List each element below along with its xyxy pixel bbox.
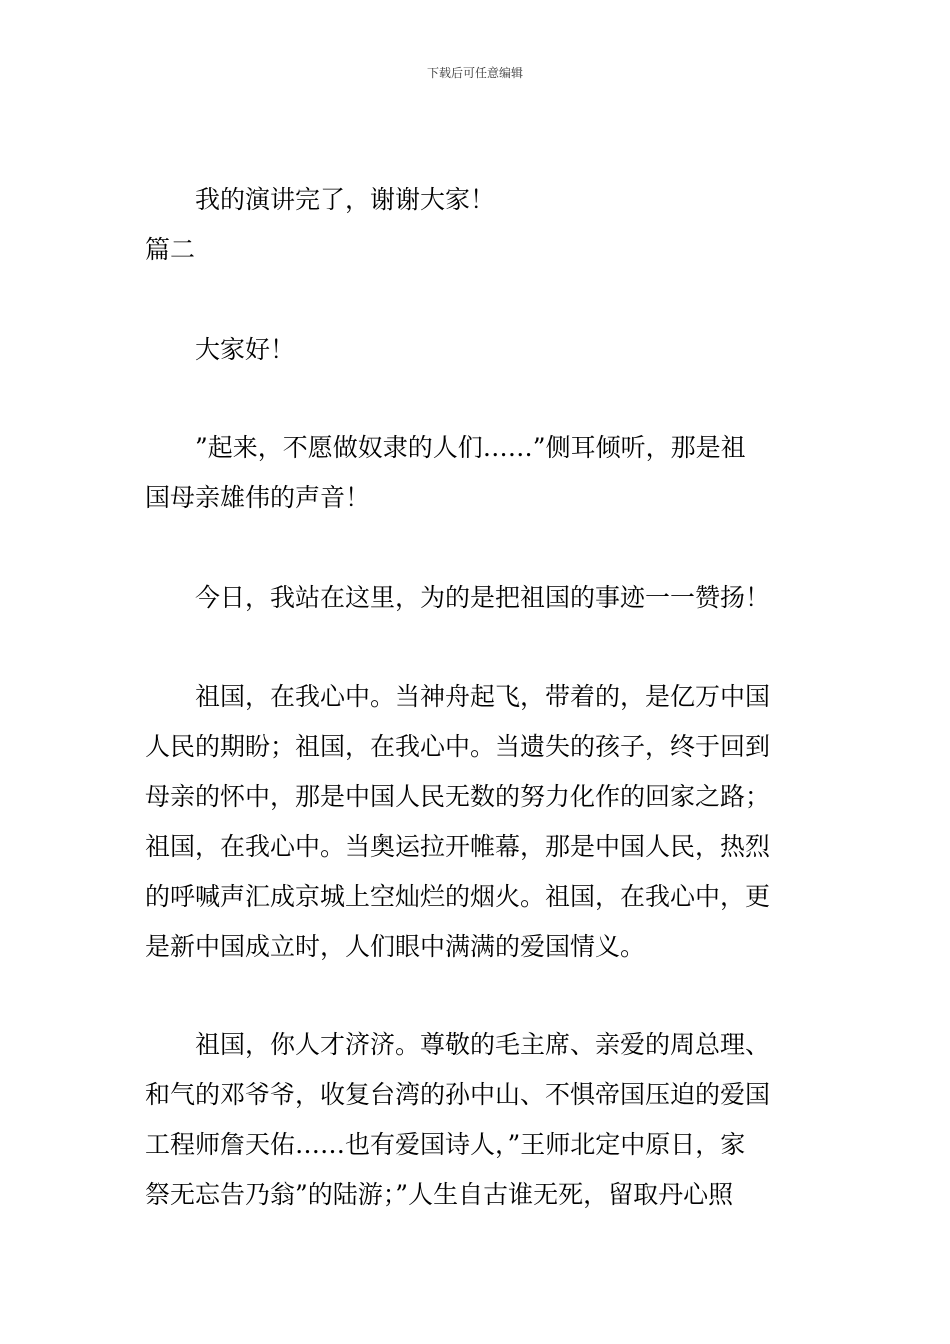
paragraph-line: 今日，我站在这里，为的是把祖国的事迹一一赞扬！ [195,583,771,612]
paragraph-line: 工程师詹天佑……也有爱国诗人，”王师北定中原日，家 [145,1130,746,1159]
paragraph-line: 是新中国成立时，人们眼中满满的爱国情义。 [145,932,646,961]
paragraph-line: 祖国，在我心中。当奥运拉开帷幕，那是中国人民，热烈 [145,832,771,861]
paragraph-line: 祭无忘告乃翁”的陆游；”人生自古谁无死，留取丹心照 [145,1180,734,1209]
paragraph-line: 祖国，在我心中。当神舟起飞，带着的，是亿万中国 [195,682,771,711]
paragraph-line: 的呼喊声汇成京城上空灿烂的烟火。祖国，在我心中，更 [145,882,771,911]
section-heading: 篇二 [145,235,196,264]
paragraph-line: 母亲的怀中，那是中国人民无数的努力化作的回家之路； [145,782,771,811]
paragraph-line: 祖国，你人才济济。尊敬的毛主席、亲爱的周总理、 [195,1030,771,1059]
paragraph-line: 人民的期盼；祖国，在我心中。当遗失的孩子，终于回到 [145,732,771,761]
greeting-line: 大家好！ [195,335,296,364]
paragraph-line: 和气的邓爷爷，收复台湾的孙中山、不惧帝国压迫的爱国 [145,1080,771,1109]
page-header-note: 下载后可任意编辑 [426,66,523,80]
paragraph-line: ”起来，不愿做奴隶的人们……”侧耳倾听，那是祖 [195,433,746,462]
closing-line: 我的演讲完了，谢谢大家！ [195,185,496,214]
paragraph-line: 国母亲雄伟的声音！ [145,483,371,512]
